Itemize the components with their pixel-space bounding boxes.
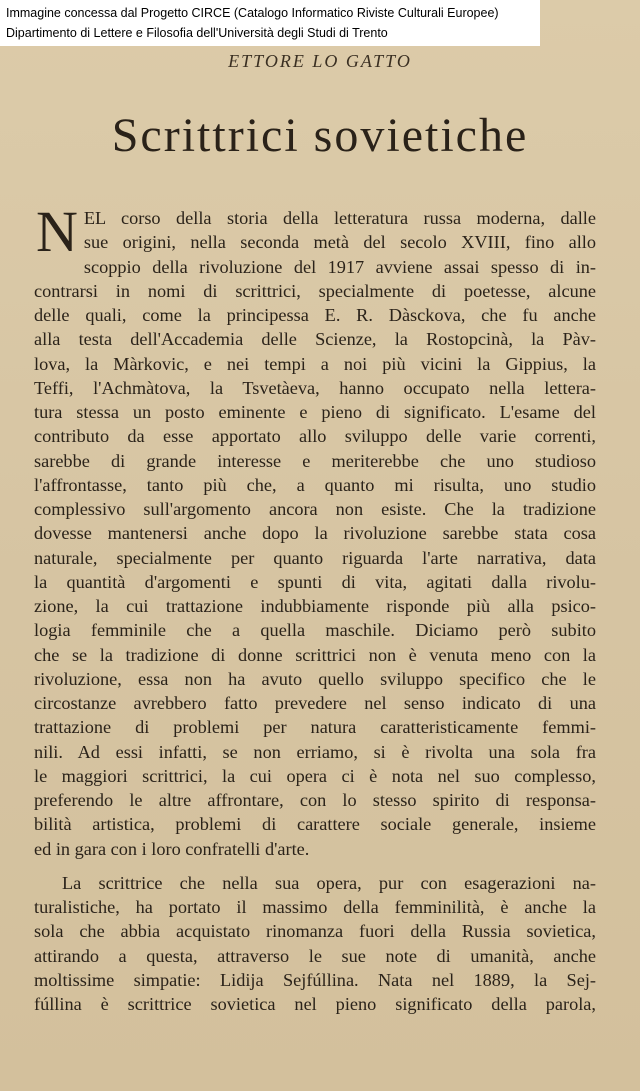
text-line: alla testa dell'Accademia delle Scienze, la Rostopcinà, la Pàv- [34, 329, 596, 350]
text-line: naturale, specialmente per quanto riguarda l'arte narrativa, data [34, 547, 596, 568]
paragraph-gap [34, 861, 596, 871]
text-line: l'affrontasse, tanto più che, a quanto mi risulta, uno studio [34, 474, 596, 495]
text-line: sue origini, nella seconda metà del secolo XVIII, fino allo [83, 232, 596, 253]
text-line: fúllina è scrittrice sovietica nel pieno significato della parola, [34, 994, 596, 1014]
drop-cap: N [36, 199, 78, 264]
text-line: lova, la Màrkovic, e nei tempi a noi più vicini la Gippius, la [34, 353, 596, 374]
text-line: contributo da esse apportato allo sviluppo delle varie correnti, [34, 426, 596, 447]
text-line: La scrittrice che nella sua opera, pur con esagerazioni na- [62, 872, 596, 893]
author-name: ETTORE LO GATTO [228, 51, 412, 71]
text-line: la quantità d'argomenti e spunti di vita, agitati dalla rivolu- [34, 571, 596, 592]
text-line: che se la tradizione di donne scrittrici non è venuta meno con la [34, 644, 596, 665]
attribution-banner [0, 0, 540, 46]
text-line: turalistiche, ha portato il massimo della femminilità, è anche la [34, 897, 596, 917]
text-line: zione, la cui trattazione indubbiamente risponde più alla psico- [34, 596, 596, 616]
paragraph-1 [34, 199, 596, 861]
paragraph-2 [34, 871, 596, 1017]
text-line: nili. Ad essi infatti, se non erriamo, si è rivolta una sola fra [34, 741, 596, 762]
text-line: Teffi, l'Achmàtova, la Tsvetàeva, hanno occupato nella lettera- [34, 377, 596, 398]
text-line: rivoluzione, essa non ha avuto quello sviluppo specifico che le [34, 668, 596, 689]
text-line: scoppio della rivoluzione del 1917 avviene assai spesso di in- [83, 256, 596, 277]
text-line: delle quali, come la principessa E. R. Dàsckova, che fu anche [34, 305, 596, 325]
text-line: circostanze avrebbero fatto prevedere nel senso indicato di una [34, 693, 596, 713]
attribution-line-1: Immagine concessa dal Progetto CIRCE (Catalogo Informatico Riviste Culturali Europee) [6, 6, 499, 20]
article-title: Scrittrici sovietiche [111, 109, 529, 162]
attribution-line-2: Dipartimento di Lettere e Filosofia dell'Università degli Studi di Trento [6, 26, 388, 40]
text-line: tura stessa un posto eminente e pieno di significato. L'esame del [34, 402, 596, 422]
text-line: attirando a questa, attraverso le sue note di umanità, anche [34, 945, 596, 966]
text-line: ed in gara con i loro confratelli d'arte. [34, 838, 310, 859]
text-line: bilità artistica, problemi di carattere sociale generale, insieme [34, 814, 596, 835]
text-line: complessivo sull'argomento ancora non esiste. Che la tradizione [34, 499, 596, 519]
text-line: EL corso della storia della letteratura russa moderna, dalle [83, 208, 596, 228]
text-line: le maggiori scrittrici, la cui opera ci è nota nel suo complesso, [34, 765, 596, 786]
text-line: moltissime simpatie: Lidija Sejfúllina. Nata nel 1889, la Sej- [34, 969, 596, 990]
text-line: sarebbe di grande interesse e meriterebbe che uno studioso [34, 450, 596, 471]
text-line: dovesse mantenersi anche dopo la rivoluzione sarebbe stata cosa [34, 523, 596, 544]
article-body [34, 199, 596, 1016]
text-line: preferendo le altre affrontare, con lo stesso spirito di responsa- [34, 790, 596, 810]
text-line: sola che abbia acquistato rinomanza fuori della Russia sovietica, [34, 921, 596, 942]
text-line: contrarsi in nomi di scrittrici, specialmente di poetesse, alcune [34, 280, 596, 301]
text-line: logia femminile che a quella maschile. Diciamo però subito [34, 620, 596, 641]
text-line: trattazione di problemi per natura caratteristicamente femmi- [34, 717, 596, 738]
